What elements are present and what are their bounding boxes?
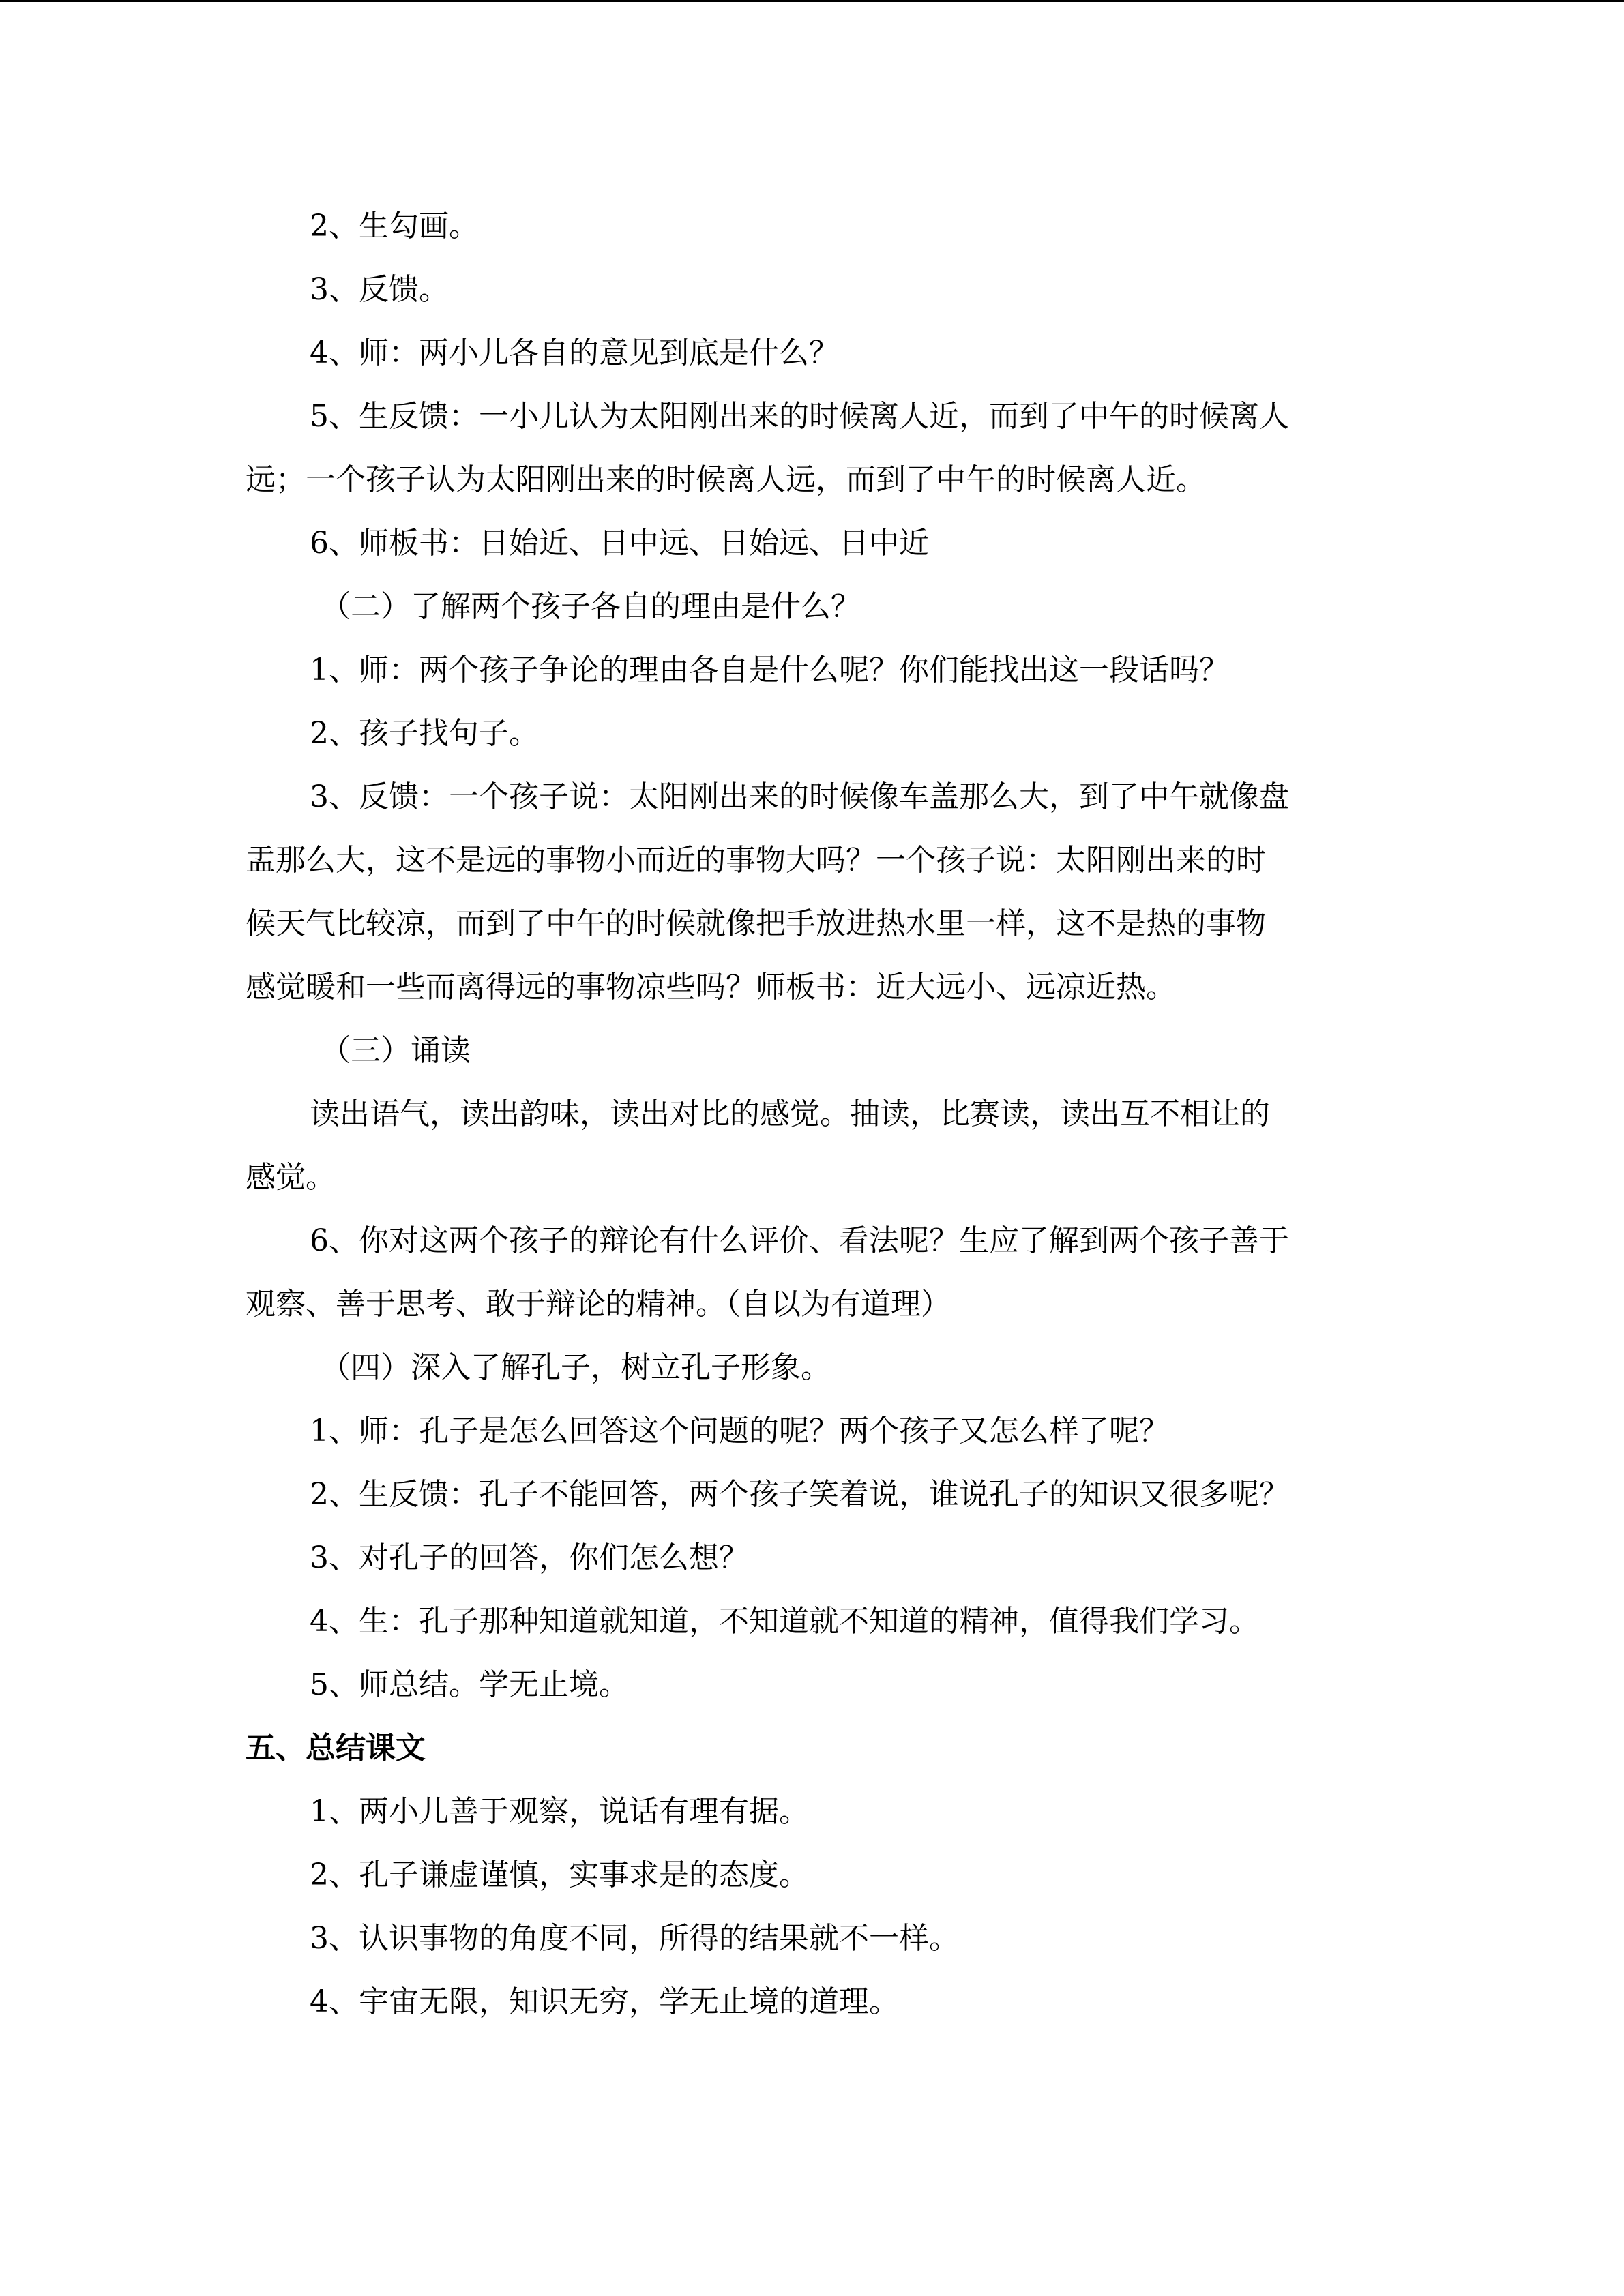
section-heading: 五、总结课文 (246, 1731, 426, 1765)
text-line: 2、孩子找句子。 (310, 716, 539, 751)
section-subheading: （三）诵读 (321, 1033, 471, 1068)
text-line: 远；一个孩子认为太阳刚出来的时候离人远，而到了中午的时候离人近。 (246, 462, 1206, 497)
text-line: 1、师：孔子是怎么回答这个问题的呢？两个孩子又怎么样了呢？ (310, 1414, 1169, 1448)
text-line: 候天气比较凉，而到了中午的时候就像把手放进热水里一样，这不是热的事物 (246, 906, 1266, 941)
text-line: 4、宇宙无限，知识无穷，学无止境的道理。 (310, 1984, 899, 2019)
text-line: 感觉暖和一些而离得远的事物凉些吗？师板书：近大远小、远凉近热。 (246, 970, 1176, 1004)
page-top-border (0, 0, 1624, 2)
text-line: 6、你对这两个孩子的辩论有什么评价、看法呢？生应了解到两个孩子善于 (310, 1223, 1289, 1258)
text-line: 2、孔子谦虚谨慎，实事求是的态度。 (310, 1858, 809, 1892)
text-line: 3、反馈：一个孩子说：太阳刚出来的时候像车盖那么大，到了中午就像盘 (310, 779, 1289, 814)
text-line: 1、师：两个孩子争论的理由各自是什么呢？你们能找出这一段话吗？ (310, 653, 1229, 687)
text-line: 3、对孔子的回答，你们怎么想？ (310, 1540, 749, 1575)
text-line: 5、生反馈：一小儿认为太阳刚出来的时候离人近，而到了中午的时候离人 (310, 399, 1289, 434)
text-line: 感觉。 (246, 1160, 336, 1195)
text-line: 6、师板书：日始近、日中远、日始远、日中近 (310, 526, 929, 561)
text-line: 4、师：两小儿各自的意见到底是什么？ (310, 336, 839, 370)
text-line: 3、反馈。 (310, 272, 449, 307)
text-line: 盂那么大，这不是远的事物小而近的事物大吗？一个孩子说：太阳刚出来的时 (246, 843, 1266, 878)
text-line: 3、认识事物的角度不同，所得的结果就不一样。 (310, 1921, 959, 1956)
document-page (246, 194, 1378, 2033)
text-line: 2、生勾画。 (310, 209, 479, 243)
text-line: 4、生：孔子那种知道就知道，不知道就不知道的精神，值得我们学习。 (310, 1604, 1259, 1639)
text-line: 2、生反馈：孔子不能回答，两个孩子笑着说，谁说孔子的知识又很多呢？ (310, 1477, 1289, 1512)
section-subheading: （四）深入了解孔子，树立孔子形象。 (321, 1350, 831, 1385)
text-line: 1、两小儿善于观察，说话有理有据。 (310, 1794, 809, 1829)
text-line: 读出语气，读出韵味，读出对比的感觉。抽读，比赛读，读出互不相让的 (310, 1097, 1270, 1131)
section-subheading: （二）了解两个孩子各自的理由是什么？ (321, 589, 861, 624)
text-line: 观察、善于思考、敢于辩论的精神。（自以为有道理） (246, 1287, 951, 1322)
text-line: 5、师总结。学无止境。 (310, 1667, 629, 1702)
